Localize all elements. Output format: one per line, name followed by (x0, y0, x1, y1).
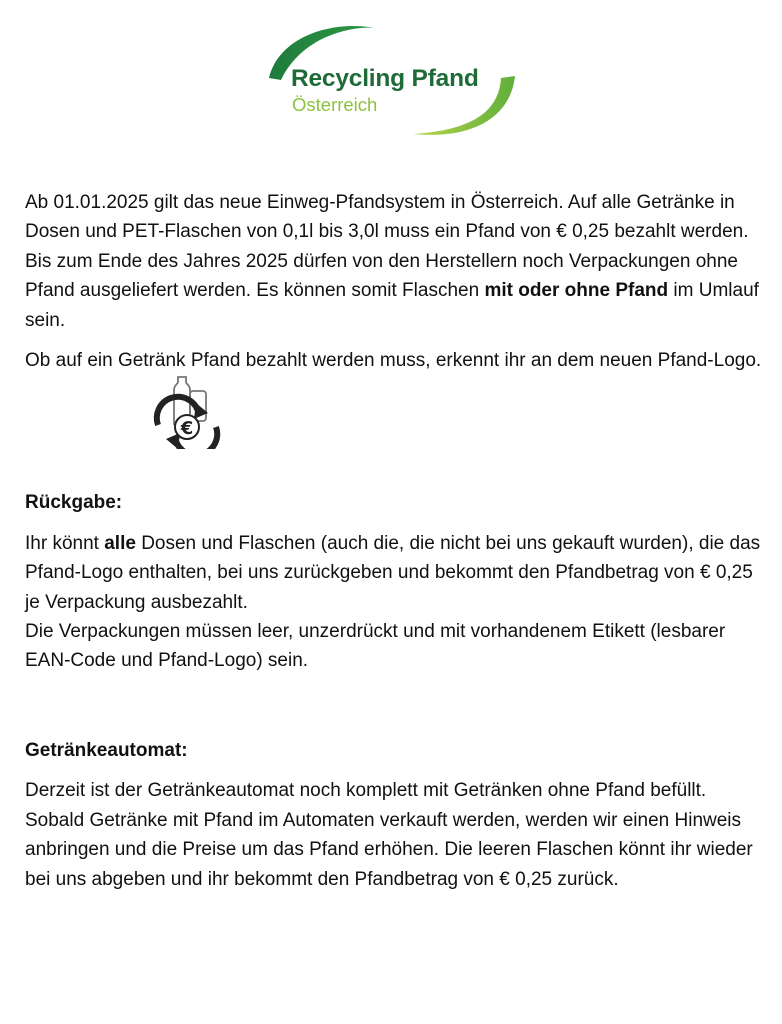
automat-paragraph-2: Sobald Getränke mit Pfand im Automaten verkauft werden, werden wir einen Hinweis anbringen und die Preise um das Pfand erhöhen. Die leeren Flaschen könnt ihr wieder bei uns abgeben und ihr bekommt den Pfandbetrag von € 0,25 zurück. (25, 809, 753, 890)
rueckgabe-p1-emphasis: alle (104, 532, 136, 554)
svg-text:€: € (180, 418, 194, 440)
recycling-pfand-logo (263, 18, 525, 142)
document-body (25, 188, 765, 894)
intro-p2-emphasis: mit oder ohne Pfand (484, 280, 669, 302)
pfand-bottle-euro-icon (150, 375, 224, 449)
logo-subtitle: Österreich (292, 94, 378, 115)
intro-paragraph-3: Ob auf ein Getränk Pfand bezahlt werden muss, erkennt ihr an dem neuen Pfand-Logo. (25, 350, 762, 372)
logo-title: Recycling Pfand (291, 65, 479, 92)
automat-heading: Getränkeautomat: (25, 739, 188, 761)
rueckgabe-heading: Rückgabe: (25, 492, 123, 514)
rueckgabe-p1-text: Ihr könnt (25, 532, 105, 554)
rueckgabe-p1-text-end: Dosen und Flaschen (auch die, die nicht bei uns gekauft wurden), die das Pfand-Logo enthalten, bei uns zurückgeben und bekommt den Pfandbetrag von € 0,25 je Verpackung ausbezahlt. (25, 532, 761, 613)
intro-paragraph-2 (25, 247, 765, 335)
intro-p2-text-end: im Umlauf sein. (25, 280, 759, 331)
rueckgabe-paragraph-2: Die Verpackungen müssen leer, unzerdrückt und mit vorhandenem Etikett (lesbarer EAN-Code und Pfand-Logo) sein. (25, 621, 726, 672)
rueckgabe-paragraph-1 (25, 529, 765, 617)
automat-paragraph-1: Derzeit ist der Getränkeautomat noch komplett mit Getränken ohne Pfand befüllt. (25, 780, 707, 802)
intro-p2-text: Bis zum Ende des Jahres 2025 dürfen von den Herstellern noch Verpackungen ohne Pfand ausgeliefert werden. Es können somit Flaschen (25, 250, 738, 302)
intro-paragraph-1: Ab 01.01.2025 gilt das neue Einweg-Pfandsystem in Österreich. Auf alle Getränke in Dosen und PET-Flaschen von 0,1l bis 3,0l muss ein Pfand von € 0,25 bezahlt werden. (25, 192, 749, 243)
